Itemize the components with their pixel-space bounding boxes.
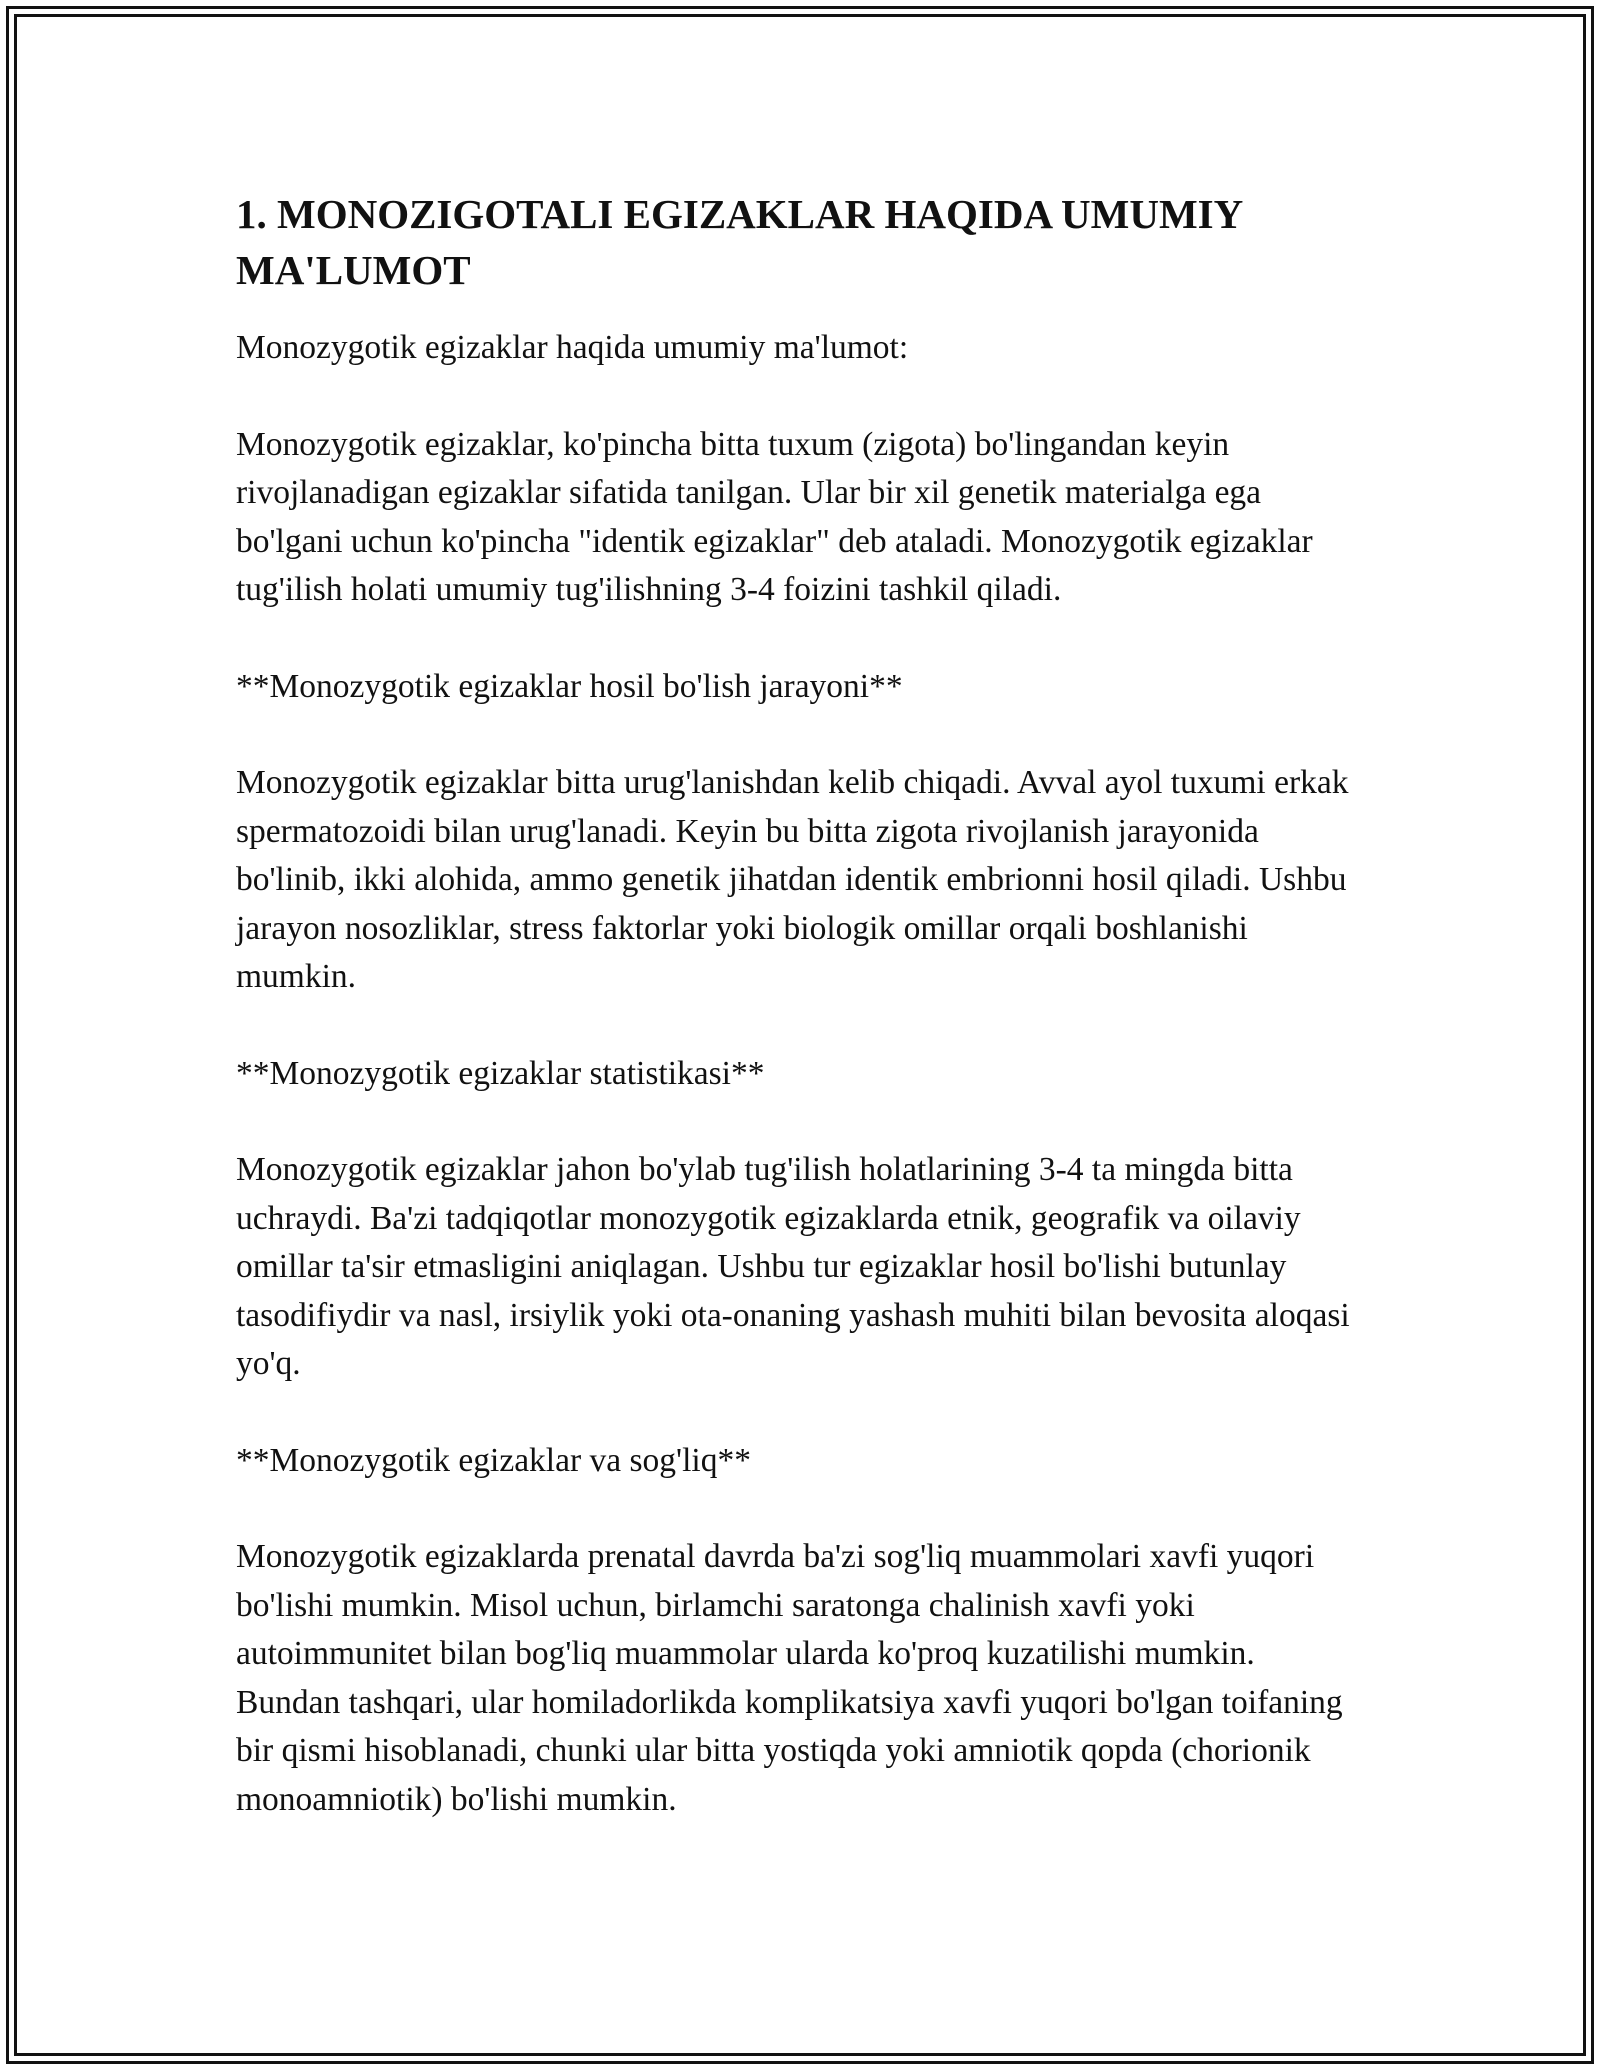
document-title: 1. MONOZIGOTALI EGIZAKLAR HAQIDA UMUMIY MA'LUMOT <box>236 191 1242 293</box>
section-heading-formation: **Monozygotik egizaklar hosil bo'lish jarayoni** <box>236 667 903 705</box>
statistics-paragraph: Monozygotik egizaklar jahon bo'ylab tug'ilish holatlarining 3-4 ta mingda bitta uchraydi. Ba'zi tadqiqotlar monozygotik egizaklarda etnik, geografik va oilaviy omillar ta'sir etmasligini aniqlagan. Ushbu tur egizaklar hosil bo'lishi butunlay tasodifiydir va nasl, irsiylik yoki ota-onaning yashash muhiti bilan bevosita aloqasi yo'q. <box>236 1151 1350 1382</box>
health-paragraph: Monozygotik egizaklarda prenatal davrda ba'zi sog'liq muammolari xavfi yuqori bo'lishi mumkin. Misol uchun, birlamchi saratonga chalinish xavfi yoki autoimmunitet bilan bog'liq muammolar ularda ko'proq kuzatilishi mumkin. Bundan tashqari, ular homiladorlikda komplikatsiya xavfi yuqori bo'lgan toifaning bir qismi hisoblanadi, chunki ular bitta yostiqda yoki amniotik qopda (chorionik monoamniotik) bo'lishi mumkin. <box>236 1538 1343 1818</box>
overview-paragraph: Monozygotik egizaklar, ko'pincha bitta tuxum (zigota) bo'lingandan keyin rivojlanadigan egizaklar sifatida tanilgan. Ular bir xil genetik materialga ega bo'lgani uchun ko'pincha "identik egizaklar" deb ataladi. Monozygotik egizaklar tug'ilish holati umumiy tug'ilishning 3-4 foizini tashkil qiladi. <box>236 425 1313 608</box>
section-heading-health: **Monozygotik egizaklar va sog'liq** <box>236 1441 751 1479</box>
document-body <box>236 186 1366 1824</box>
intro-line: Monozygotik egizaklar haqida umumiy ma'lumot: <box>236 329 909 366</box>
section-heading-statistics: **Monozygotik egizaklar statistikasi** <box>236 1054 765 1092</box>
formation-paragraph: Monozygotik egizaklar bitta urug'lanishdan kelib chiqadi. Avval ayol tuxumi erkak spermatozoidi bilan urug'lanadi. Keyin bu bitta zigota rivojlanish jarayonida bo'linib, ikki alohida, ammo genetik jihatdan identik embrionni hosil qiladi. Ushbu jarayon nosozliklar, stress faktorlar yoki biologik omillar orqali boshlanishi mumkin. <box>236 764 1349 995</box>
